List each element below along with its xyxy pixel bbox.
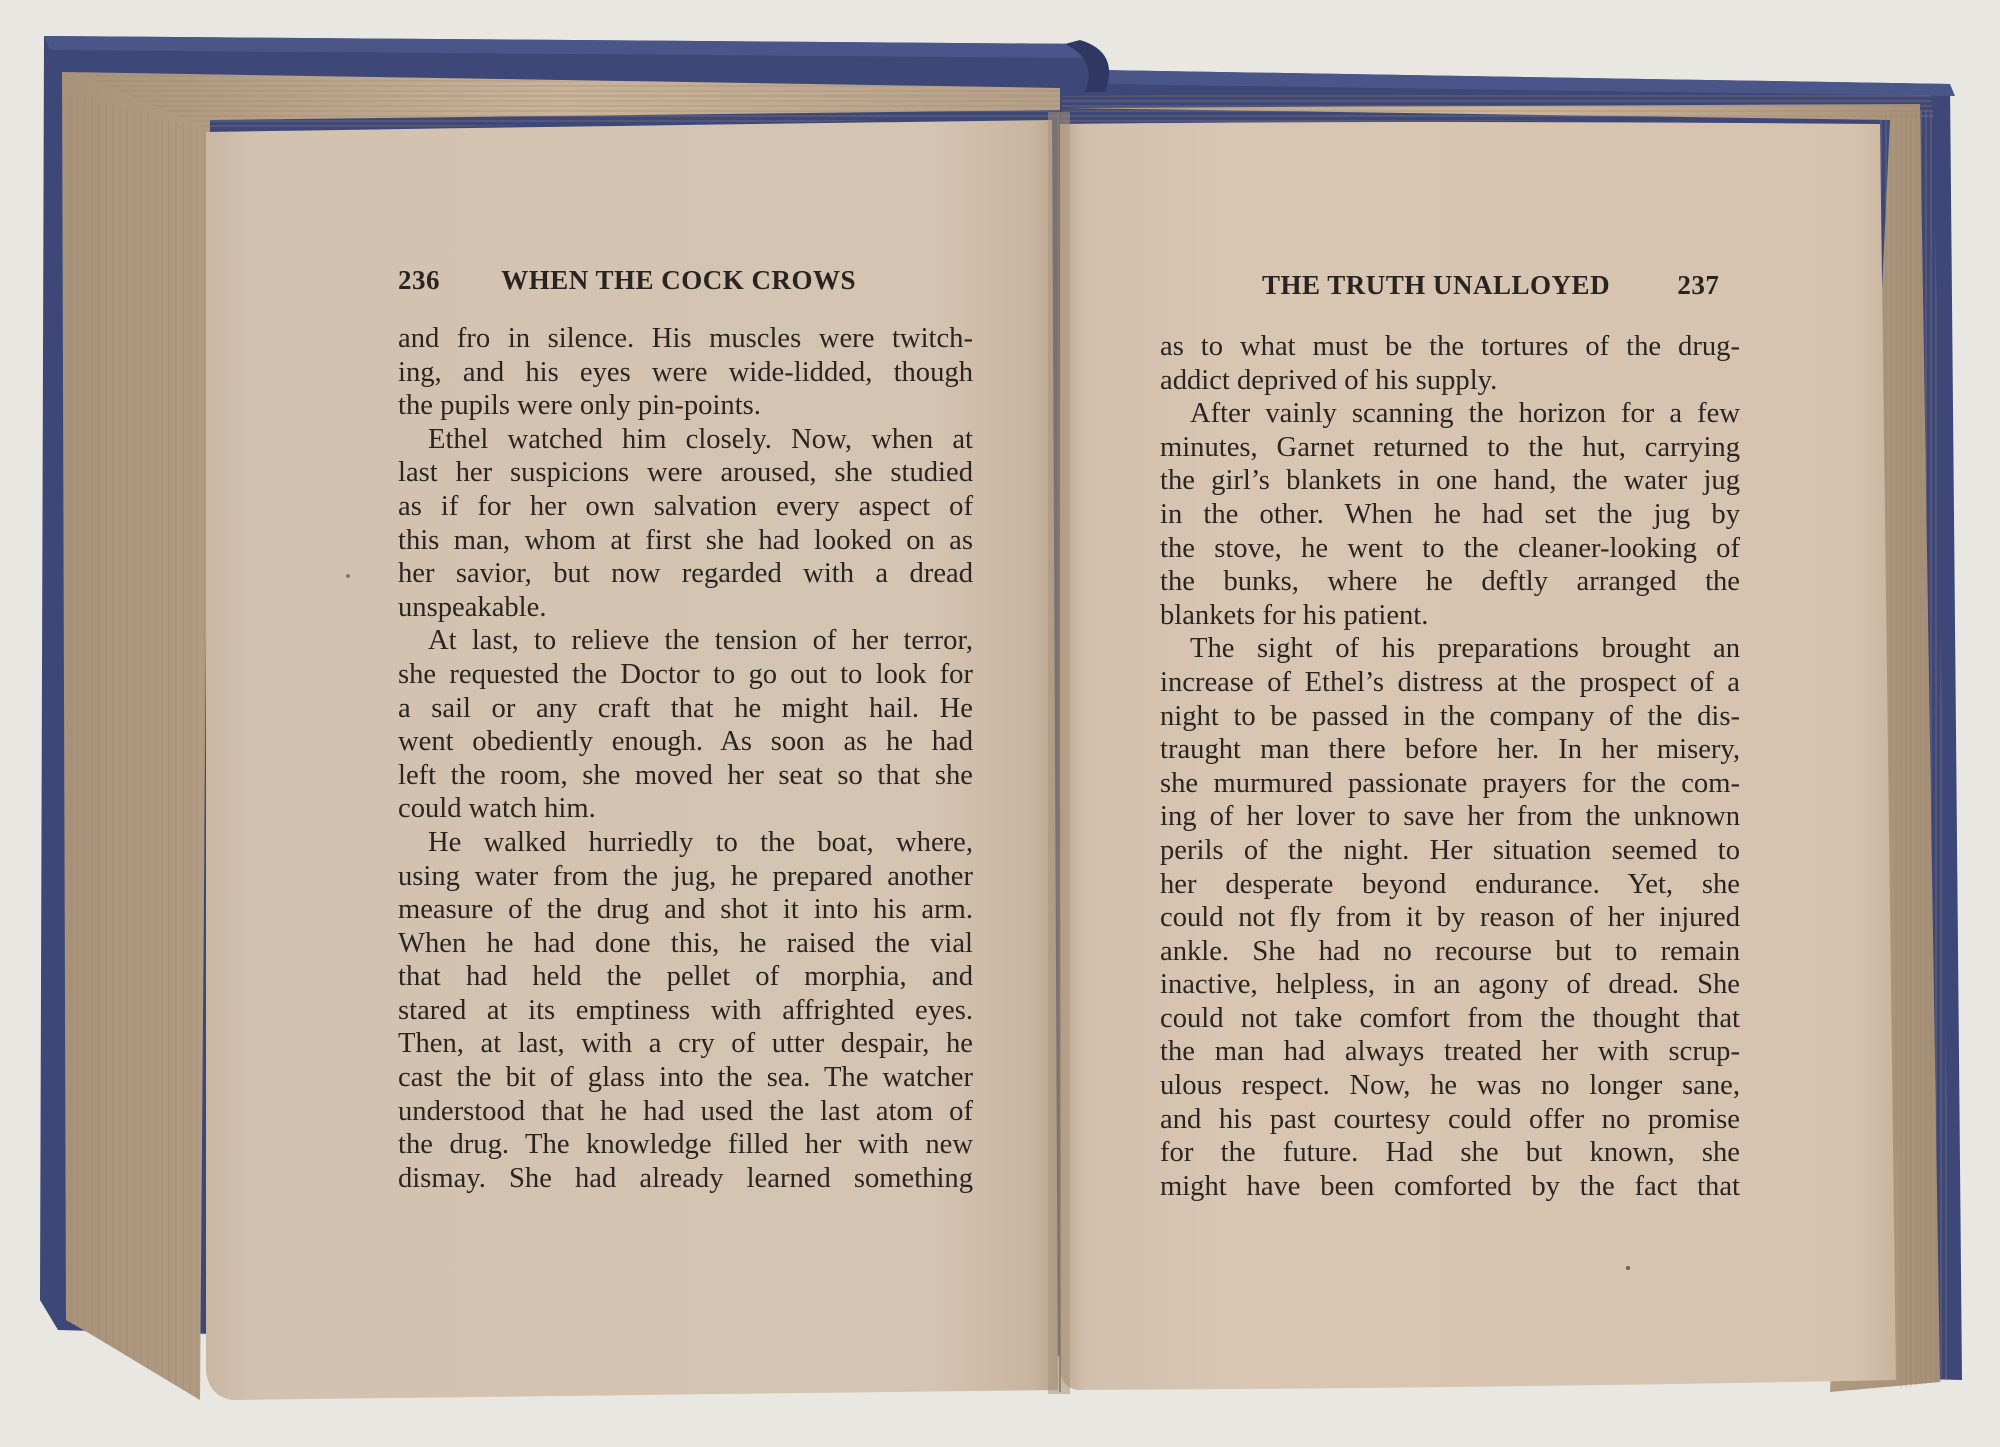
text-line: as to what must be the tortures of the drug- (1160, 331, 1740, 362)
text-line: the drug. The knowledge filled her with new (398, 1129, 973, 1161)
text-line: When he had done this, he raised the vial (398, 927, 973, 959)
text-line: night to be passed in the company of the dis- (1160, 700, 1740, 732)
text-line: addict deprived of his supply. (1160, 364, 1498, 396)
text-line: the stove, he went to the cleaner-looking of (1160, 532, 1740, 564)
text-line: unspeakable. (398, 591, 547, 623)
right-page-body (1160, 330, 1740, 1203)
text-line: dismay. She had already learned something (398, 1162, 973, 1194)
text-line: Then, at last, with a cry of utter despair, he (398, 1028, 973, 1060)
text-line: that had held the pellet of morphia, and (398, 961, 973, 993)
right-page-number: 237 (1677, 270, 1720, 300)
text-line: and fro in silence. His muscles were twitch- (398, 323, 973, 354)
text-line: At last, to relieve the tension of her terror, (428, 625, 973, 657)
text-line: her savior, but now regarded with a dread (398, 558, 973, 590)
page-speck (1626, 1266, 1630, 1270)
left-running-title: WHEN THE COCK CROWS (501, 265, 857, 295)
text-line: Ethel watched him closely. Now, when at (428, 423, 973, 455)
text-line: cast the bit of glass into the sea. The watcher (398, 1062, 973, 1094)
text-line: could not take comfort from the thought that (1160, 1002, 1740, 1034)
text-line: the girl’s blankets in one hand, the water jug (1160, 465, 1740, 497)
left-page-number: 236 (398, 265, 440, 295)
text-line: the man had always treated her with scrup- (1160, 1036, 1740, 1068)
text-line: last her suspicions were aroused, she studied (398, 457, 973, 489)
text-line: The sight of his preparations brought an (1190, 633, 1740, 665)
text-line: ing, and his eyes were wide-lidded, though (398, 356, 973, 388)
text-line: this man, whom at first she had looked on as (398, 524, 973, 556)
text-line: perils of the night. Her situation seemed to (1160, 834, 1740, 866)
text-line: could not fly from it by reason of her injured (1160, 902, 1740, 934)
text-line: traught man there before her. In her misery, (1160, 734, 1740, 766)
text-line: a sail or any craft that he might hail. He (398, 692, 973, 724)
text-line: measure of the drug and shot it into his arm. (398, 894, 973, 926)
text-line: using water from the jug, he prepared another (398, 860, 973, 892)
text-line: and his past courtesy could offer no promise (1160, 1103, 1740, 1135)
text-line: in the other. When he had set the jug by (1160, 498, 1740, 530)
text-line: ing of her lover to save her from the unknown (1160, 801, 1740, 833)
text-line: ulous respect. Now, he was no longer sane, (1160, 1070, 1740, 1102)
right-running-title: THE TRUTH UNALLOYED (1262, 270, 1611, 300)
text-line: left the room, she moved her seat so that she (398, 759, 973, 791)
text-line: the bunks, where he deftly arranged the (1160, 566, 1740, 598)
text-line: ankle. She had no recourse but to remain (1160, 935, 1740, 967)
text-line: she murmured passionate prayers for the com- (1160, 767, 1740, 799)
text-line: her desperate beyond endurance. Yet, she (1160, 868, 1740, 900)
text-line: increase of Ethel’s distress at the prospect of a (1160, 666, 1740, 698)
text-line: blankets for his patient. (1160, 599, 1429, 631)
text-line: might have been comforted by the fact that (1160, 1170, 1740, 1202)
text-line: as if for her own salvation every aspect of (398, 490, 973, 522)
text-line: the pupils were only pin-points. (398, 390, 761, 422)
text-line: she requested the Doctor to go out to look for (398, 658, 973, 690)
text-line: understood that he had used the last atom of (398, 1095, 973, 1127)
left-running-head (398, 265, 856, 296)
text-line: for the future. Had she but known, she (1160, 1137, 1740, 1169)
text-line: After vainly scanning the horizon for a few (1190, 398, 1740, 430)
right-running-head (1262, 270, 1719, 301)
text-line: inactive, helpless, in an agony of dread. She (1160, 969, 1740, 1001)
text-line: minutes, Garnet returned to the hut, carrying (1160, 431, 1740, 463)
text-line: stared at its emptiness with affrighted eyes. (398, 994, 973, 1026)
page-speck (346, 574, 350, 578)
left-page-body (398, 322, 973, 1195)
text-line: He walked hurriedly to the boat, where, (428, 826, 973, 858)
text-line: could watch him. (398, 793, 596, 825)
text-line: went obediently enough. As soon as he had (398, 726, 973, 758)
